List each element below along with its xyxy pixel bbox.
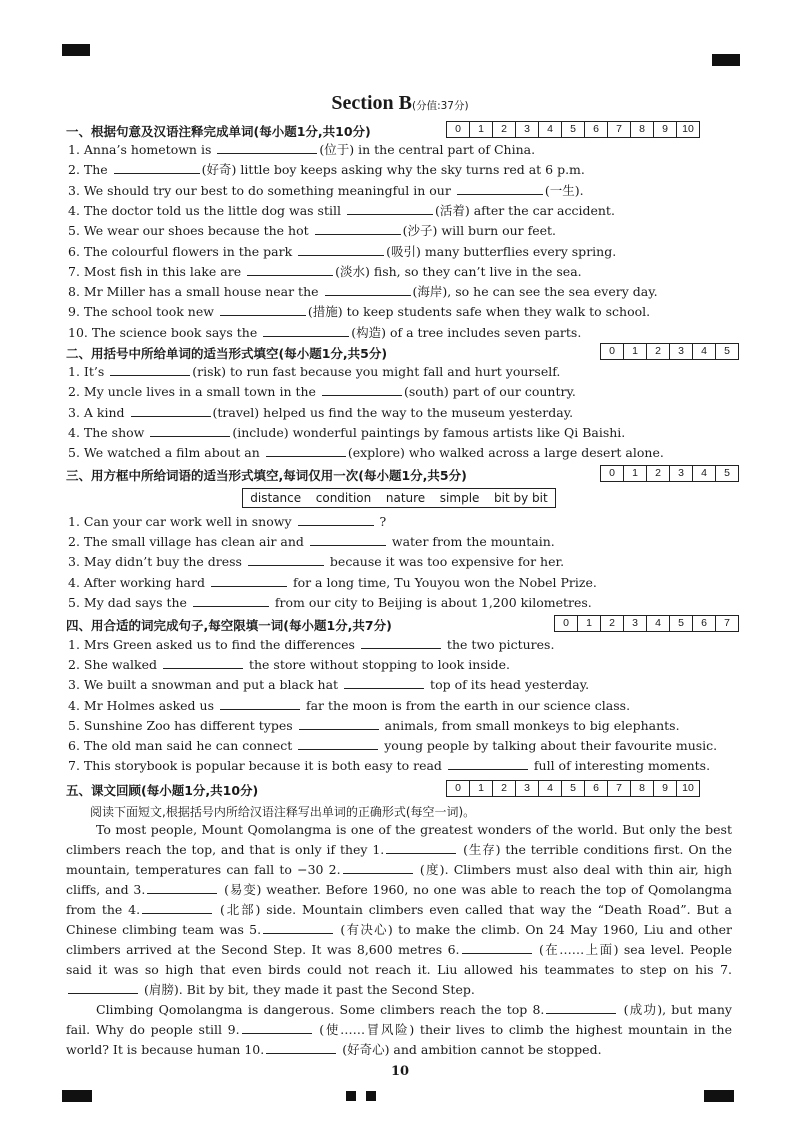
score-cell: 10 (682, 782, 694, 794)
answer-blank[interactable] (220, 303, 306, 316)
score-cell: 0 (447, 122, 470, 137)
question-item (68, 242, 616, 260)
corner-mark-top-right (712, 54, 740, 66)
score-cell: 4 (693, 344, 716, 359)
question-text: after the car accident. (473, 202, 615, 218)
question-text: 10. The science book says the (68, 324, 258, 340)
answer-blank[interactable] (147, 881, 217, 894)
score-cell: 7 (608, 122, 631, 137)
chinese-hint: (措施) (307, 304, 343, 320)
chinese-hint: (活着) (434, 202, 470, 218)
score-cell: 1 (624, 344, 647, 359)
score-cell: 6 (585, 122, 608, 137)
question-text: 3. A kind (68, 404, 125, 420)
question-text: 5. Sunshine Zoo has different types (68, 717, 293, 733)
answer-blank[interactable] (344, 676, 424, 689)
score-cell: 9 (654, 781, 677, 796)
question-text: 5. We wear our shoes because the hot (68, 223, 309, 239)
section-5-instruction: 阅读下面短文,根据括号内所给汉语注释写出单词的正确形式(每空一词)。 (90, 805, 476, 819)
score-cell: 6 (585, 781, 608, 796)
score-cell: 0 (447, 781, 470, 796)
answer-blank[interactable] (310, 533, 386, 546)
question-text: little boy keeps asking why the sky turns red at 6 p.m. (240, 162, 585, 178)
question-item (68, 181, 584, 199)
answer-blank[interactable] (386, 841, 456, 854)
section-title (0, 92, 800, 115)
question-text: 3. We should try our best to do something meaningful in our (68, 182, 451, 198)
question-text: 1. Anna’s hometown is (68, 142, 212, 157)
score-cell: 2 (601, 616, 624, 631)
section-1-heading: 一、根据句意及汉语注释完成单词(每小题1分,共10分) (66, 124, 371, 139)
word-hint: (include) (232, 424, 289, 440)
center-mark-1 (346, 1091, 356, 1101)
answer-blank[interactable] (315, 222, 401, 235)
question-item (68, 737, 717, 753)
question-text: 8. Mr Miller has a small house near the (68, 284, 319, 300)
score-cell: 3 (516, 122, 539, 137)
passage-text: (肩膀). Bit by bit, they made it past the Second Step. (143, 982, 475, 997)
question-text: 2. She walked (68, 657, 158, 673)
question-text: 3. We built a snowman and put a black hat (68, 677, 339, 693)
score-cell: 2 (647, 344, 670, 359)
score-cell: 9 (654, 122, 677, 137)
score-cell: 3 (670, 344, 693, 359)
score-cell: 7 (724, 617, 730, 629)
question-text: who walked across a large desert alone. (408, 445, 664, 461)
question-item (68, 302, 650, 320)
question-text: wonderful paintings by famous artists like Qi Baishi. (292, 424, 626, 440)
passage-paragraph-2 (66, 1000, 732, 1060)
question-text: 4. Mr Holmes asked us (68, 697, 214, 713)
section-score: (分值:37分) (411, 100, 469, 112)
question-item (68, 717, 680, 733)
passage-text: (生存) the terrible conditions first. On the mountain, temperatures can fall to −30 2. (66, 842, 732, 877)
answer-blank[interactable] (298, 737, 378, 750)
question-text: will burn our feet. (441, 223, 557, 239)
answer-blank[interactable] (347, 202, 433, 215)
passage-text: (好奇心) and ambition cannot be stopped. (342, 1042, 602, 1057)
answer-blank[interactable] (114, 161, 200, 174)
score-cell: 1 (470, 781, 493, 796)
section-5-heading: 五、课文回顾(每小题1分,共10分) (66, 783, 259, 798)
question-item (68, 404, 573, 420)
question-item (68, 160, 585, 178)
passage-text: (在……上面) sea level. People said it was so high that even birds could not reach it. Liu allowed his teammates to step on his 7. (66, 942, 733, 977)
question-text: in the central part of China. (358, 142, 536, 157)
score-cell: 0 (555, 616, 578, 631)
word-option: simple (439, 491, 480, 505)
score-cell: 2 (647, 466, 670, 481)
answer-blank[interactable] (343, 861, 413, 874)
question-text: 5. We watched a film about an (68, 445, 260, 461)
answer-blank[interactable] (131, 404, 211, 417)
word-hint: (travel) (212, 404, 260, 420)
score-cell: 8 (631, 122, 654, 137)
question-item (68, 513, 386, 529)
word-hint: (explore) (347, 445, 405, 461)
answer-blank[interactable] (325, 283, 411, 296)
word-option: distance (250, 491, 302, 505)
question-text: many butterflies every spring. (424, 243, 617, 259)
question-text: fish, so they can’t live in the sea. (373, 263, 582, 279)
question-item (68, 676, 589, 692)
score-cell: 10 (682, 123, 694, 135)
answer-blank[interactable] (248, 553, 324, 566)
chinese-hint: (沙子) (402, 223, 438, 239)
question-text: to run fast because you might fall and hurt yourself. (229, 364, 561, 379)
answer-blank[interactable] (298, 243, 384, 256)
question-text: of a tree includes seven parts. (389, 324, 582, 340)
question-item (68, 656, 510, 672)
answer-blank[interactable] (68, 981, 138, 994)
answer-blank[interactable] (242, 1021, 312, 1034)
answer-blank[interactable] (211, 574, 287, 587)
answer-blank[interactable] (266, 1041, 336, 1054)
answer-blank[interactable] (217, 141, 317, 154)
score-cell: 5 (562, 781, 585, 796)
answer-blank[interactable] (247, 263, 333, 276)
score-cell: 4 (647, 616, 670, 631)
score-cell: 1 (624, 466, 647, 481)
answer-blank[interactable] (193, 594, 269, 607)
score-box-2 (600, 343, 739, 360)
question-text: top of its head yesterday. (430, 677, 590, 693)
question-text: full of interesting moments. (533, 758, 711, 774)
answer-blank[interactable] (457, 182, 543, 195)
score-cell: 2 (493, 122, 516, 137)
answer-blank[interactable] (266, 444, 346, 457)
question-text: water from the mountain. (391, 534, 555, 550)
center-mark-2 (366, 1091, 376, 1101)
question-item (68, 282, 658, 300)
score-cell: 5 (724, 467, 730, 479)
question-text: 4. The doctor told us the little dog was still (68, 202, 341, 218)
score-cell: 4 (693, 466, 716, 481)
corner-mark-bottom-left (62, 1090, 92, 1102)
score-box-4 (554, 615, 739, 632)
word-option: nature (385, 491, 426, 505)
answer-blank[interactable] (546, 1001, 616, 1014)
answer-blank[interactable] (220, 697, 300, 710)
question-text: 4. The show (68, 424, 145, 440)
passage-text: (有决心) to make the climb. On 24 May 1960, Liu and other climbers arrived at the Second Step. It was 8,600 metres 6. (66, 922, 732, 957)
question-item (68, 363, 560, 379)
question-item (68, 574, 597, 590)
question-text: 6. The colourful flowers in the park (68, 243, 293, 259)
score-cell: 0 (601, 466, 624, 481)
question-text: to keep students safe when they walk to school. (346, 304, 651, 320)
score-cell: 3 (516, 781, 539, 796)
passage-text: (使……冒风险) their lives to climb the highest mountain in the world? It is because human 10. (66, 1022, 732, 1057)
chinese-hint: (位于) (319, 142, 355, 157)
question-text: for a long time, Tu Youyou won the Nobel Prize. (292, 574, 597, 590)
score-cell: 6 (693, 616, 716, 631)
section-3-heading: 三、用方框中所给词语的适当形式填空,每词仅用一次(每小题1分,共5分) (66, 468, 467, 483)
question-text: part of our country. (452, 384, 576, 400)
score-cell: 5 (562, 122, 585, 137)
corner-mark-bottom-right (704, 1090, 734, 1102)
question-text: far the moon is from the earth in our science class. (305, 697, 631, 713)
answer-blank[interactable] (322, 383, 402, 396)
score-cell: 7 (608, 781, 631, 796)
question-item (68, 444, 664, 460)
question-text: 3. May didn’t buy the dress (68, 554, 242, 570)
passage-text: (度). Climbers must also deal with thin air, high cliffs, and 3. (66, 862, 732, 897)
question-item (68, 323, 581, 341)
chinese-hint: (好奇) (201, 162, 237, 178)
score-cell: 0 (601, 344, 624, 359)
word-hint: (south) (403, 384, 449, 400)
answer-blank[interactable] (448, 757, 528, 770)
answer-blank[interactable] (462, 941, 532, 954)
question-item (68, 553, 564, 569)
score-cell: 8 (631, 781, 654, 796)
answer-blank[interactable] (298, 513, 374, 526)
score-cell: 5 (724, 345, 730, 357)
answer-blank[interactable] (263, 324, 349, 337)
question-text: from our city to Beijing is about 1,200 kilometres. (274, 594, 592, 610)
question-item (68, 757, 710, 773)
question-text: 7. Most fish in this lake are (68, 263, 242, 279)
corner-mark-top-left (62, 44, 90, 56)
chinese-hint: (构造) (351, 324, 386, 340)
section-2-heading: 二、用括号中所给单词的适当形式填空(每小题1分,共5分) (66, 346, 388, 361)
answer-blank[interactable] (110, 363, 190, 376)
question-text: 5. My dad says the (68, 594, 187, 610)
score-cell: 1 (578, 616, 601, 631)
question-text: ? (379, 514, 387, 529)
chinese-hint: (一生). (544, 182, 584, 198)
word-option: bit by bit (494, 491, 548, 505)
answer-blank[interactable] (142, 901, 212, 914)
score-box-5 (446, 780, 700, 797)
question-item (68, 636, 554, 652)
question-text: so he can see the sea every day. (455, 284, 658, 300)
word-hint: (risk) (192, 364, 226, 379)
score-cell: 5 (670, 616, 693, 631)
passage-text: (成功), but many fail. Why do people still 9. (66, 1002, 732, 1037)
chinese-hint: (吸引) (386, 243, 421, 259)
chinese-hint: (海岸), (412, 284, 452, 300)
question-item (68, 697, 630, 713)
passage-text: Climbing Qomolangma is dangerous. Some climbers reach the top 8. (96, 1002, 545, 1017)
question-text: 2. The small village has clean air and (68, 534, 304, 550)
question-text: 1. It’s (68, 364, 105, 379)
page-number: 10 (390, 1064, 410, 1079)
question-item (68, 201, 615, 219)
question-text: 6. The old man said he can connect (68, 738, 293, 753)
score-cell: 1 (470, 122, 493, 137)
question-item (68, 424, 625, 440)
passage-text: (北部) side. Mountain climbers even called that way the “Death Road”. But a Chinese climbing team was 5. (66, 902, 732, 937)
question-text: 2. The (68, 162, 108, 178)
word-box (242, 488, 556, 508)
answer-blank[interactable] (361, 636, 441, 649)
score-cell: 2 (493, 781, 516, 796)
answer-blank[interactable] (163, 656, 243, 669)
score-box-3 (600, 465, 739, 482)
word-option: condition (315, 491, 372, 505)
answer-blank[interactable] (263, 921, 333, 934)
question-text: 1. Can your car work well in snowy (68, 514, 292, 529)
passage-paragraph-1 (66, 820, 732, 1000)
question-text: the two pictures. (446, 637, 555, 652)
question-text: animals, from small monkeys to big elephants. (384, 717, 680, 733)
question-item (68, 140, 535, 158)
question-text: 2. My uncle lives in a small town in the (68, 384, 316, 400)
score-cell: 3 (670, 466, 693, 481)
question-item (68, 383, 576, 399)
score-cell: 4 (539, 122, 562, 137)
question-text: 9. The school took new (68, 304, 214, 320)
question-text: helped us find the way to the museum yesterday. (263, 404, 574, 420)
question-item (68, 533, 555, 549)
question-item (68, 221, 556, 239)
question-text: the store without stopping to look inside. (248, 657, 511, 673)
question-item (68, 594, 592, 610)
question-text: 1. Mrs Green asked us to find the differences (68, 637, 355, 652)
score-cell: 4 (539, 781, 562, 796)
question-text: because it was too expensive for her. (329, 554, 565, 570)
question-text: 4. After working hard (68, 574, 205, 590)
section-title-text: Section B (331, 92, 412, 114)
passage-text: (易变) weather. Before 1960, no one was able to reach the top of Qomolangma from the 4. (66, 882, 732, 917)
question-item (68, 262, 582, 280)
score-cell: 3 (624, 616, 647, 631)
question-text: young people by talking about their favourite music. (384, 738, 718, 753)
answer-blank[interactable] (299, 717, 379, 730)
passage-text: To most people, Mount Qomolangma is one of the greatest wonders of the world. But only the best climbers reach the top, and that is only if they 1. (66, 822, 732, 857)
score-box-1 (446, 121, 700, 138)
answer-blank[interactable] (150, 424, 230, 437)
question-text: 7. This storybook is popular because it is both easy to read (68, 758, 442, 774)
chinese-hint: (淡水) (335, 263, 370, 279)
section-4-heading: 四、用合适的词完成句子,每空限填一词(每小题1分,共7分) (66, 618, 392, 633)
